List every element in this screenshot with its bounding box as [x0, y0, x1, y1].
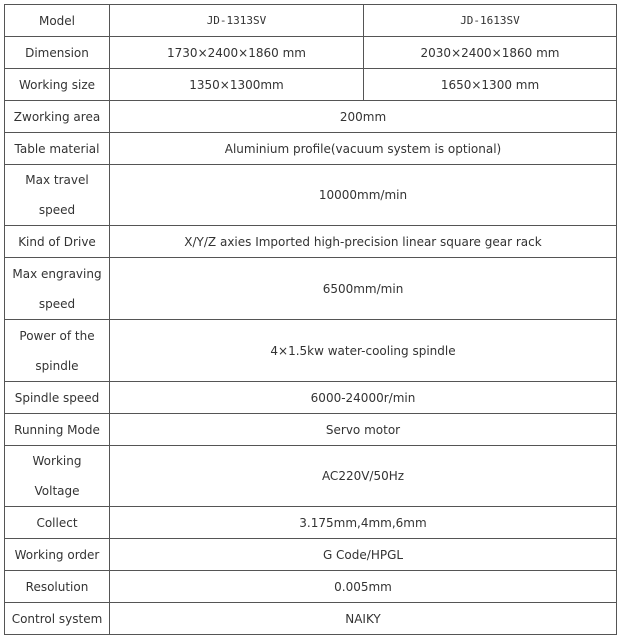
- row-value: 10000mm/min: [110, 165, 617, 226]
- row-label: Spindle speed: [5, 382, 110, 414]
- table-row-max-engraving-speed: [5, 258, 617, 320]
- row-label: Kind of Drive: [5, 226, 110, 258]
- row-label: Working order: [5, 539, 110, 571]
- row-value: 4×1.5kw water-cooling spindle: [110, 320, 617, 382]
- row-label: Working size: [5, 69, 110, 101]
- table-row-working-size: [5, 69, 617, 101]
- model-value-1: JD-1313SV: [110, 5, 364, 37]
- row-label: Running Mode: [5, 414, 110, 446]
- row-label: Dimension: [5, 37, 110, 69]
- row-value: Aluminium profile(vacuum system is optional): [110, 133, 617, 165]
- table-row-resolution: [5, 571, 617, 603]
- row-label: Power of the spindle: [5, 320, 110, 382]
- table-row-working-voltage: [5, 446, 617, 507]
- dimension-value-2: 2030×2400×1860 mm: [364, 37, 617, 69]
- model-value-2: JD-1613SV: [364, 5, 617, 37]
- row-label: Model: [5, 5, 110, 37]
- table-row-kind-of-drive: [5, 226, 617, 258]
- row-value: 6000-24000r/min: [110, 382, 617, 414]
- row-value: 3.175mm,4mm,6mm: [110, 507, 617, 539]
- table-row-zworking-area: [5, 101, 617, 133]
- table-row-max-travel-speed: [5, 165, 617, 226]
- row-label: Collect: [5, 507, 110, 539]
- table-row-model: [5, 5, 617, 37]
- table-row-working-order: [5, 539, 617, 571]
- row-value: Servo motor: [110, 414, 617, 446]
- row-label: Control system: [5, 603, 110, 635]
- table-row-dimension: [5, 37, 617, 69]
- row-label: Table material: [5, 133, 110, 165]
- row-value: 6500mm/min: [110, 258, 617, 320]
- table-row-control-system: [5, 603, 617, 635]
- table-row-power-of-spindle: [5, 320, 617, 382]
- working-size-value-1: 1350×1300mm: [110, 69, 364, 101]
- row-value: AC220V/50Hz: [110, 446, 617, 507]
- table-row-running-mode: [5, 414, 617, 446]
- table-row-table-material: [5, 133, 617, 165]
- row-label: Working Voltage: [5, 446, 110, 507]
- working-size-value-2: 1650×1300 mm: [364, 69, 617, 101]
- row-label: Max engraving speed: [5, 258, 110, 320]
- table-row-collect: [5, 507, 617, 539]
- row-value: G Code/HPGL: [110, 539, 617, 571]
- row-label: Max travel speed: [5, 165, 110, 226]
- row-value: X/Y/Z axies Imported high-precision linear square gear rack: [110, 226, 617, 258]
- row-value: 200mm: [110, 101, 617, 133]
- spec-table: [4, 4, 617, 635]
- table-row-spindle-speed: [5, 382, 617, 414]
- row-label: Zworking area: [5, 101, 110, 133]
- row-label: Resolution: [5, 571, 110, 603]
- row-value: NAIKY: [110, 603, 617, 635]
- dimension-value-1: 1730×2400×1860 mm: [110, 37, 364, 69]
- row-value: 0.005mm: [110, 571, 617, 603]
